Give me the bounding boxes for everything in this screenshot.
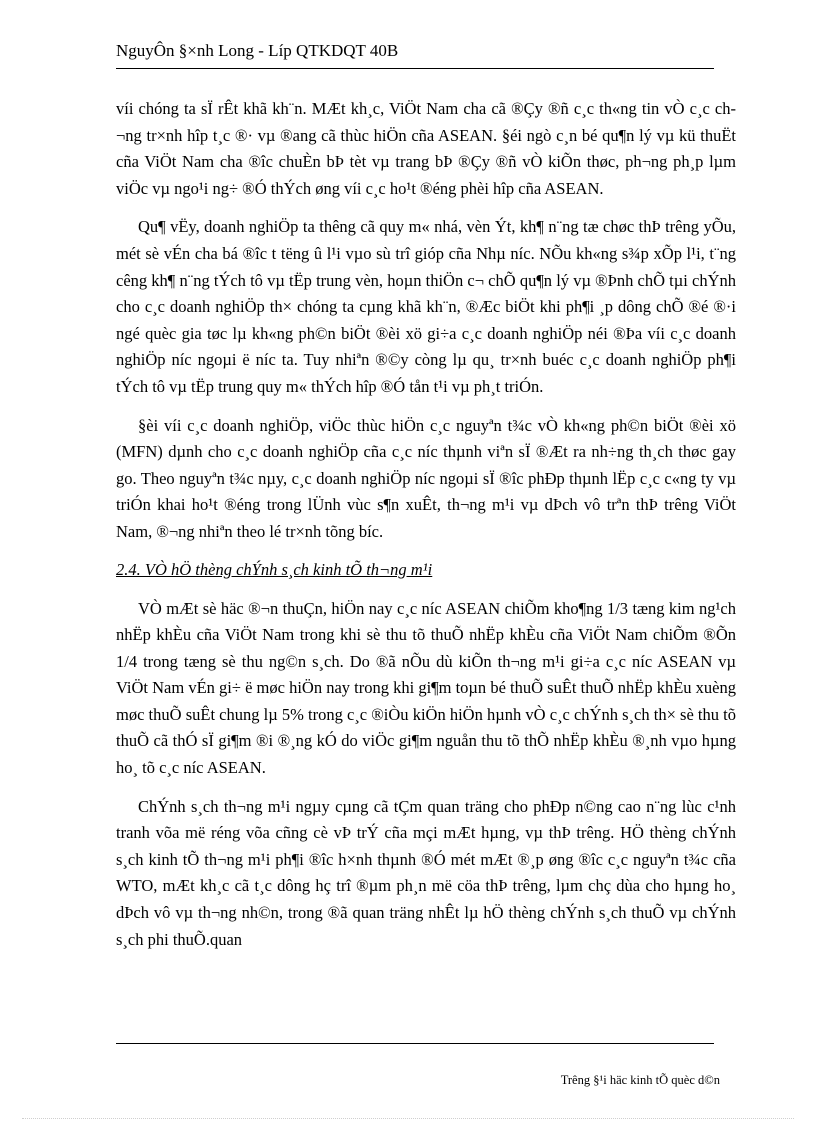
page-edge-line	[22, 1118, 794, 1119]
paragraph-5: ChÝnh s¸ch th¬ng m¹i ngµy cµng cã tÇm quan träng cho phÐp n©ng cao n¨ng lùc c¹nh tranh võa më réng võa cñng cè vÞ trÝ cña mçi mÆt hµng, vµ thÞ trêng. HÖ thèng chÝnh s¸ch kinh tÕ th¬ng m¹i ph¶i ®îc h×nh thµnh ®Ó mét mÆt ®¸p øng ®îc c¸c nguyªn t¾c cña WTO, mÆt kh¸c cã t¸c dông hç trî ®µm ph¸n më cöa thÞ trêng, lµm chç dùa cho hµng ho¸ dÞch vô vµ th¬ng nh©n, trong ®ã quan träng nhÊt lµ hÖ thèng chÝnh s¸ch thuÕ vµ chÝnh s¸ch phi thuÕ.quan	[116, 796, 736, 949]
document-body	[116, 96, 736, 965]
page-header: NguyÔn §×nh Long - Líp QTKDQT 40B	[116, 41, 399, 60]
paragraph-1: víi chóng ta sÏ rÊt khã kh¨n. MÆt kh¸c, ViÖt Nam cha cã ®Çy ®ñ c¸c th«ng tin vÒ c¸c ch¬ng tr×nh hîp t¸c ®· vµ ®ang cã thùc hiÖn cña ASEAN. §éi ngò c¸n bé qu¶n lý vµ kü thuËt cña ViÖt Nam cha ®îc chuÈn bÞ tèt vµ trang bÞ ®Çy ®ñ vÒ kiÕn thøc, ph¬ng ph¸p lµm viÖc vµ ngo¹i ng÷ ®Ó thÝch øng víi c¸c ho¹t ®éng phèi hîp cña ASEAN.	[116, 99, 736, 198]
header-divider	[116, 68, 714, 69]
paragraph-4: VÒ mÆt sè häc ®¬n thuÇn, hiÖn nay c¸c níc ASEAN chiÕm kho¶ng 1/3 tæng kim ng¹ch nhËp khÈu cña ViÖt Nam trong khi sè thu tõ thuÕ nhËp khÈu cña ViÖt Nam chiÕm ®Õn 1/4 trong tæng sè thu ng©n s¸ch. Do ®ã nÕu dù kiÕn th¬ng m¹i gi÷a c¸c níc ASEAN vµ ViÖt Nam vÉn gi÷ ë møc hiÖn nay trong khi gi¶m toµn bé thuÕ suÊt thuÕ nhËp khÈu xuèng møc thuÕ suÊt chung lµ 5% trong c¸c ®iÒu kiÖn hiÖn hµnh vÒ c¸c chÝnh s¸ch th× sè thu tõ thuÕ cã thÓ sÏ gi¶m ®i ®¸ng kÓ do viÖc gi¶m nguån thu tõ thÕ nhËp khÈu ®¸nh vµo hµng ho¸ tõ c¸c níc ASEAN.	[116, 598, 736, 778]
paragraph-3: §èi víi c¸c doanh nghiÖp, viÖc thùc hiÖn c¸c nguyªn t¾c vÒ kh«ng ph©n biÖt ®èi xö (MFN) dµnh cho c¸c doanh nghiÖp cña c¸c níc thµnh viªn sÏ ®Æt ra nh÷ng th¸ch thøc gay go. Theo nguyªn t¾c nµy, c¸c doanh nghiÖp níc ngoµi sÏ ®îc phÐp thµnh lËp c¸c c«ng ty vµ triÓn khai ho¹t ®éng trong lÜnh vùc s¶n xuÊt, th¬ng m¹i vµ dÞch vô trªn thÞ trêng ViÖt Nam, ®¬ng nhiªn theo lé tr×nh tõng bíc.	[116, 415, 736, 541]
paragraph-2: Qu¶ vËy, doanh nghiÖp ta thêng cã quy m« nhá, vèn Ýt, kh¶ n¨ng tæ chøc thÞ trêng yÕu, mét sè vÉn cha bá ®îc t tëng û l¹i vµo sù trî gióp cña Nhµ níc. NÕu kh«ng s¾p xÕp l¹i, t¨ng cêng kh¶ n¨ng tÝch tô vµ tËp trung vèn, hoµn thiÖn c¬ chÕ qu¶n lý vµ ®Þnh chÕ tµi chÝnh cho c¸c doanh nghiÖp th× chóng ta cµng khã kh¨n, ®Æc biÖt khi ph¶i ¸p dông chÕ ®é ®·i ngé quèc gia tøc lµ kh«ng ph©n biÖt ®èi xö gi÷a c¸c doanh nghiÖp néi ®Þa víi c¸c doanh nghiÖp níc ngoµi ë níc ta. Tuy nhiªn ®©y còng lµ qu¸ tr×nh buéc c¸c doanh nghiÖp ph¶i tÝch tô vµ tËp trung quy m« thÝch hîp ®Ó tån t¹i vµ ph¸t triÓn.	[116, 217, 736, 396]
footer-divider	[116, 1043, 714, 1044]
page-footer: Trêng §¹i häc kinh tÕ quèc d©n	[560, 1073, 720, 1087]
section-heading: 2.4. VÒ hÖ thèng chÝnh s¸ch kinh tÕ th¬ng m¹i	[116, 559, 433, 579]
